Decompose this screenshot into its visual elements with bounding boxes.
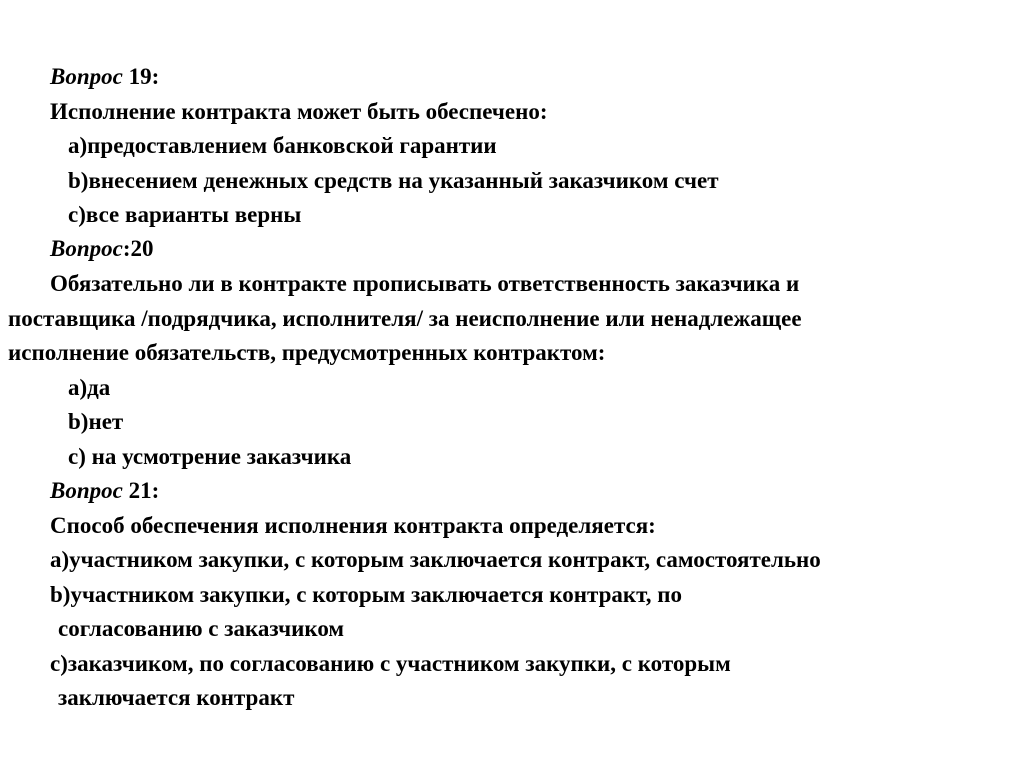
- question-label-number: 21:: [122, 478, 160, 503]
- question-label-number: :20: [122, 236, 154, 261]
- question-20-option-a: a)да: [68, 375, 111, 400]
- question-21-option-c-line-2: заключается контракт: [58, 685, 295, 710]
- question-20-option-c: c) на усмотрение заказчика: [68, 444, 352, 469]
- question-label-word: Вопрос: [50, 236, 123, 261]
- question-19-label: [50, 62, 159, 92]
- question-21-label: [50, 476, 159, 506]
- question-20-text-line-3: исполнение обязательств, предусмотренных контрактом:: [8, 340, 606, 365]
- question-21-option-b-line-1: b)участником закупки, с которым заключается контракт, по: [50, 582, 682, 607]
- question-label-word: Вопрос: [50, 478, 123, 503]
- question-19-option-a: a)предоставлением банковской гарантии: [68, 133, 497, 158]
- question-label-word: Вопрос: [50, 64, 123, 89]
- question-19-option-b: b)внесением денежных средств на указанный заказчиком счет: [68, 168, 719, 193]
- question-label-number: 19:: [122, 64, 160, 89]
- question-19-option-c: c)все варианты верны: [68, 202, 302, 227]
- question-20-text-line-2: поставщика /подрядчика, исполнителя/ за неисполнение или ненадлежащее: [8, 306, 802, 331]
- question-20-option-b: b)нет: [68, 409, 124, 434]
- question-21-option-c-line-1: c)заказчиком, по согласованию с участником закупки, с которым: [50, 651, 731, 676]
- question-19-text: Исполнение контракта может быть обеспечено:: [50, 99, 548, 124]
- question-21-option-b-line-2: согласованию с заказчиком: [58, 616, 345, 641]
- question-21-option-a: a)участником закупки, с которым заключается контракт, самостоятельно: [50, 547, 821, 572]
- question-20-label: [50, 234, 154, 264]
- question-20-text-line-1: Обязательно ли в контракте прописывать ответственность заказчика и: [50, 271, 800, 296]
- question-21-text: Способ обеспечения исполнения контракта определяется:: [50, 513, 656, 538]
